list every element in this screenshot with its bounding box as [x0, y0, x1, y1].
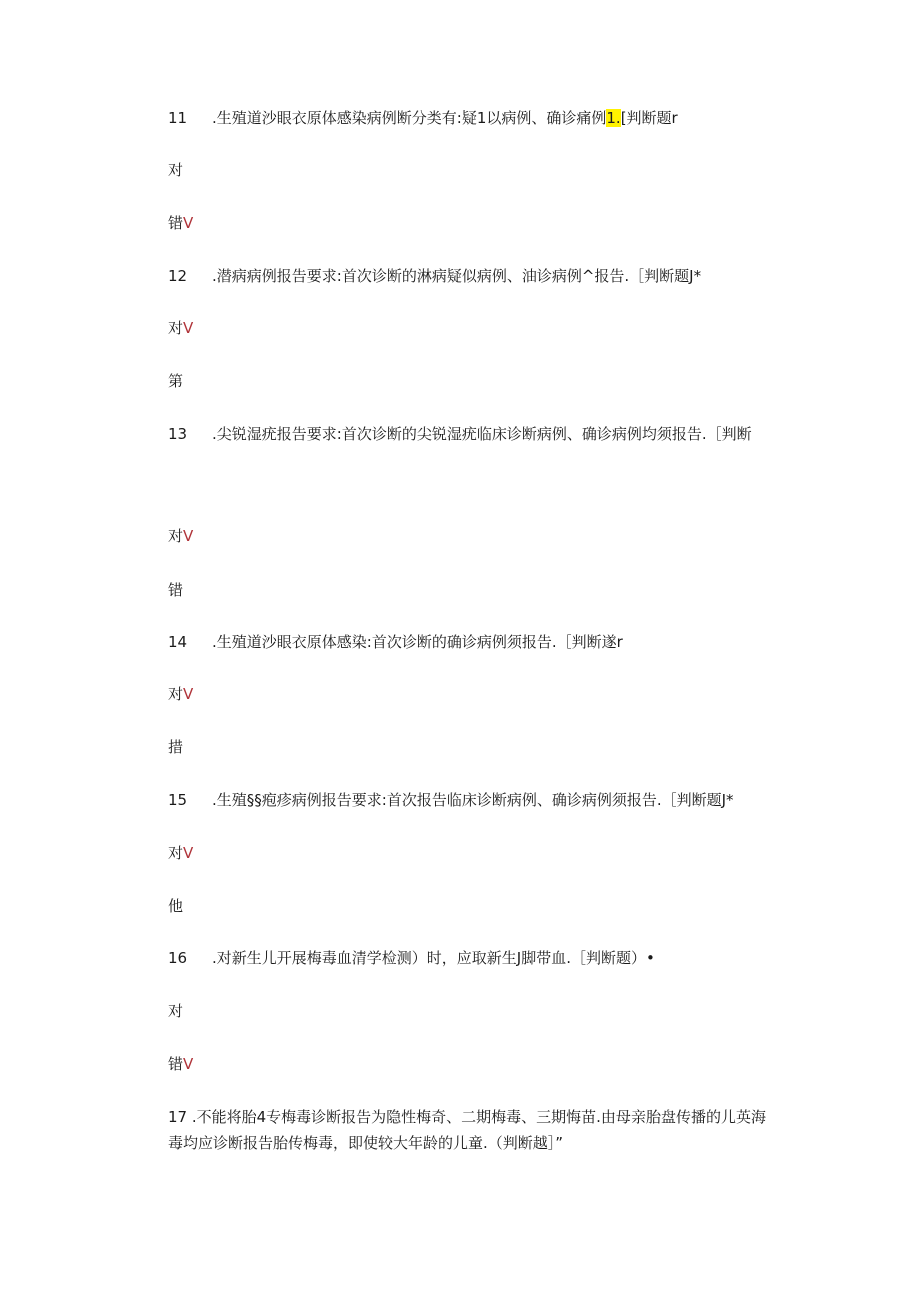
check-mark: V	[183, 214, 194, 232]
question-text: .生殖道沙眼衣原体感染病例断分类有:疑1以病例、确诊痛例	[212, 109, 607, 127]
option-label: 第	[168, 372, 184, 390]
option-label: 错	[168, 214, 184, 232]
question-text: .潜病病例报告要求:首次诊断的淋病疑似病例、油诊病例^报告.［判断题J*	[212, 267, 702, 285]
question-text: .生殖道沙眼衣原体感染:首次诊断的确诊病例须报告.［判断遂r	[212, 633, 623, 651]
option-label: 对	[168, 527, 184, 545]
question-16	[168, 948, 655, 968]
question-number: 11	[168, 109, 188, 127]
question-text: .生殖§§疱疹病例报告要求:首次报告临床诊断病例、确诊病例须报告.［判断题J*	[212, 791, 734, 809]
question-17	[168, 1104, 788, 1156]
option-label: 对	[168, 1002, 184, 1020]
question-12	[168, 266, 701, 286]
question-number: 16	[168, 949, 188, 967]
question-number: 15	[168, 791, 188, 809]
question-text-line-1: 17 .不能将胎4专梅毒诊断报告为隐性梅奇、二期梅毒、三期悔苗.由母亲胎盘传播的儿英海	[168, 1108, 766, 1126]
check-mark: V	[183, 1055, 194, 1073]
option-label: 他	[168, 897, 184, 915]
answer-option[interactable]	[168, 896, 183, 916]
option-label: 错	[168, 581, 184, 599]
answer-option[interactable]	[168, 371, 183, 391]
option-label: 对	[168, 685, 184, 703]
question-13	[168, 424, 752, 444]
answer-option[interactable]	[168, 1001, 183, 1021]
option-label: 错	[168, 1055, 184, 1073]
question-number: 14	[168, 633, 188, 651]
question-text: .尖锐湿疣报告要求:首次诊断的尖锐湿疣临床诊断病例、确诊病例均须报告.［判断	[212, 425, 752, 443]
question-11	[168, 108, 678, 128]
answer-option[interactable]	[168, 213, 193, 233]
question-number: 13	[168, 425, 188, 443]
check-mark: V	[183, 685, 194, 703]
check-mark: V	[183, 319, 194, 337]
question-15	[168, 790, 734, 810]
answer-option[interactable]	[168, 580, 183, 600]
answer-option[interactable]	[168, 684, 193, 704]
answer-option[interactable]	[168, 737, 183, 757]
highlighted-text: 1.	[606, 109, 621, 127]
question-text: .对新生儿开展梅毒血清学检测）时，应取新生J脚带血.［判断题）•	[212, 949, 655, 967]
answer-option[interactable]	[168, 318, 193, 338]
check-mark: V	[183, 844, 194, 862]
question-text-line-2: 毒均应诊断报告胎传梅毒，即使较大年龄的儿童.（判断越］”	[168, 1134, 564, 1152]
option-label: 对	[168, 844, 184, 862]
answer-option[interactable]	[168, 1054, 193, 1074]
option-label: 措	[168, 738, 184, 756]
question-text-tail: [判断题r	[620, 109, 678, 127]
question-14	[168, 632, 623, 652]
check-mark: V	[183, 527, 194, 545]
option-label: 对	[168, 161, 184, 179]
answer-option[interactable]	[168, 160, 183, 180]
option-label: 对	[168, 319, 184, 337]
answer-option[interactable]	[168, 526, 193, 546]
answer-option[interactable]	[168, 843, 193, 863]
question-number: 12	[168, 267, 188, 285]
